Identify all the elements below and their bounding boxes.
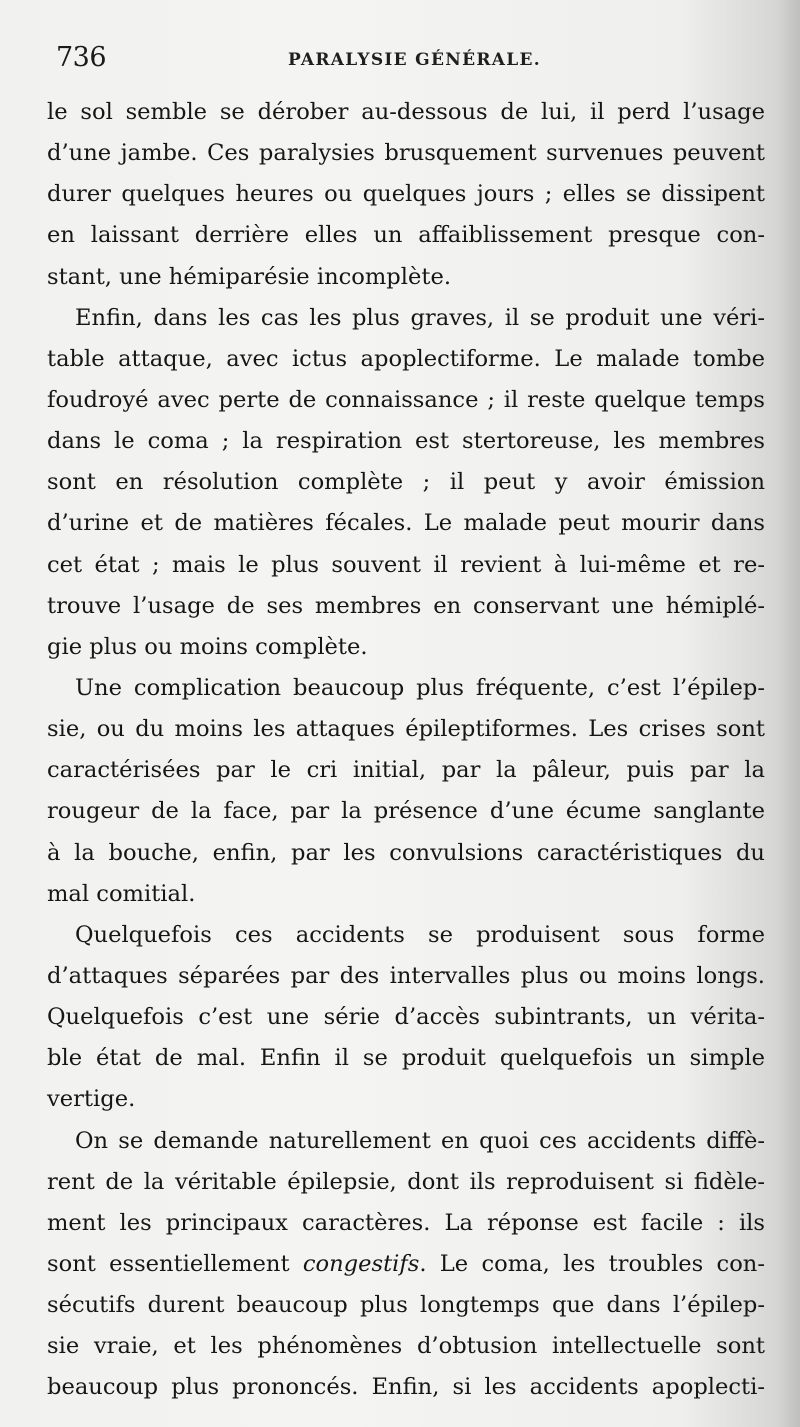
- italic-term: congestifs: [302, 1250, 420, 1277]
- text-line: stant, une hémiparésie incomplète.: [47, 263, 451, 290]
- text-line: beaucoup plus prononcés. Enfin, si les accidents apoplecti-: [47, 1374, 765, 1401]
- text-line: foudroyé avec perte de connaissance ; il reste quelque temps: [47, 386, 765, 413]
- text-line: sont en résolution complète ; il peut y avoir émission: [47, 469, 765, 496]
- text-line-with-italic: [47, 1244, 765, 1285]
- text-line: Quelquefois c’est une série d’accès subintrants, un vérita-: [47, 1004, 765, 1031]
- text-segment: . Le coma, les troubles con-: [419, 1250, 765, 1277]
- text-line: en laissant derrière elles un affaiblissement presque con-: [47, 222, 765, 249]
- page-header: [0, 38, 800, 82]
- text-line: Quelquefois ces accidents se produisent sous forme: [75, 921, 765, 948]
- text-line: gie plus ou moins complète.: [47, 633, 368, 660]
- text-line: d’une jambe. Ces paralysies brusquement survenues peuvent: [47, 140, 765, 167]
- text-segment: sont essentiellement: [47, 1250, 303, 1277]
- text-line: sie, ou du moins les attaques épileptiformes. Les crises sont: [47, 716, 765, 743]
- text-line: sie vraie, et les phénomènes d’obtusion intellectuelle sont: [47, 1333, 765, 1360]
- text-line: le sol semble se dérober au-dessous de lui, il perd l’usage: [47, 99, 765, 125]
- text-line: Une complication beaucoup plus fréquente, c’est l’épilep-: [75, 674, 765, 701]
- text-line: vertige.: [47, 1086, 136, 1113]
- text-line: sécutifs durent beaucoup plus longtemps que dans l’épilep-: [47, 1292, 765, 1319]
- text-line: rent de la véritable épilepsie, dont ils reproduisent si fidèle-: [47, 1168, 765, 1195]
- text-line: d’attaques séparées par des intervalles plus ou moins longs.: [47, 962, 765, 989]
- text-line: mal comitial.: [47, 880, 196, 907]
- body-text: [47, 92, 765, 1409]
- text-line: ment les principaux caractères. La réponse est facile : ils: [47, 1209, 765, 1236]
- page-number: 736: [56, 42, 107, 73]
- text-line: cet état ; mais le plus souvent il revient à lui-même et re-: [47, 551, 765, 578]
- text-line: caractérisées par le cri initial, par la pâleur, puis par la: [47, 757, 765, 784]
- text-line: dans le coma ; la respiration est stertoreuse, les membres: [47, 428, 765, 455]
- text-line: durer quelques heures ou quelques jours ; elles se dissipent: [47, 181, 765, 208]
- text-line: d’urine et de matières fécales. Le malade peut mourir dans: [47, 510, 765, 537]
- text-line: à la bouche, enfin, par les convulsions caractéristiques du: [47, 839, 765, 866]
- text-line: On se demande naturellement en quoi ces accidents diffè-: [75, 1127, 765, 1154]
- text-line: rougeur de la face, par la présence d’une écume sanglante: [47, 798, 765, 825]
- text-line: Enfin, dans les cas les plus graves, il se produit une véri-: [75, 304, 765, 331]
- text-line: trouve l’usage de ses membres en conservant une hémiplé-: [47, 592, 765, 619]
- text-line: ble état de mal. Enfin il se produit quelquefois un simple: [47, 1045, 765, 1072]
- running-title: PARALYSIE GÉNÉRALE.: [288, 50, 541, 70]
- text-line: table attaque, avec ictus apoplectiforme. Le malade tombe: [47, 345, 765, 372]
